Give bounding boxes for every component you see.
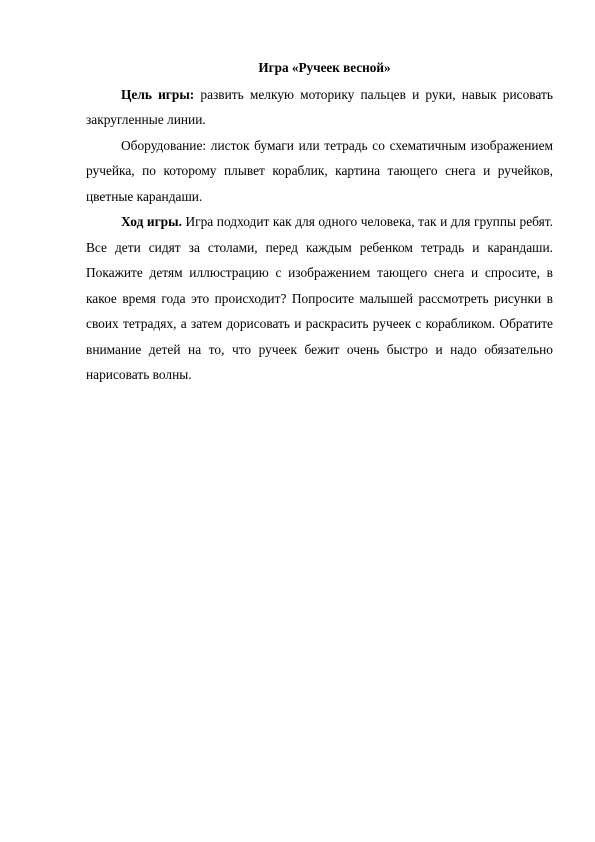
goal-label: Цель игры: xyxy=(121,86,195,102)
goal-paragraph xyxy=(86,82,553,133)
procedure-paragraph xyxy=(86,209,553,388)
goal-text: развить мелкую моторику пальцев и руки, навык рисовать закругленные линии. xyxy=(86,86,553,127)
equipment-paragraph xyxy=(86,133,553,210)
page-title: Игра «Ручеек весной» xyxy=(258,60,391,75)
equipment-text: Оборудование: листок бумаги или тетрадь со схематичным изображением ручейка, по которому плывет кораблик, картина тающего снега и ручейков, цветные карандаши. xyxy=(86,137,553,204)
document-body xyxy=(86,55,553,388)
procedure-label: Ход игры. xyxy=(121,214,182,229)
procedure-text: Игра подходит как для одного человека, так и для группы ребят. Все дети сидят за столами, перед каждым ребенком тетрадь и карандаши. Покажите детям иллюстрацию с изображением тающего снега и спросите, в какое время года это происходит? Попросите малышей рассмотреть рисунки в своих тетрадях, а затем дорисовать и раскрасить ручеек с корабликом. Обратите внимание детей на то, что ручеек бежит очень быстро и надо обязательно нарисовать волны. xyxy=(86,214,553,382)
